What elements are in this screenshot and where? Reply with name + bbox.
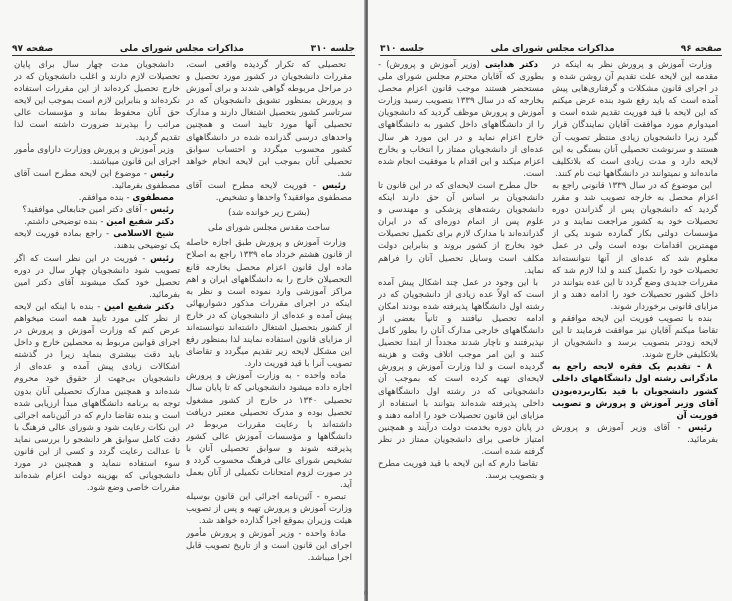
session-number: جلسه ۳۱۰	[310, 44, 355, 54]
page-header	[380, 41, 722, 56]
speaker-name: دکتر هدایتی	[485, 60, 538, 70]
centered-caption	[186, 207, 352, 219]
speaker-name: شیخ الاسلامی	[113, 229, 175, 240]
paragraph	[14, 253, 180, 301]
speaker-name: دکتر شفیع امین	[106, 217, 174, 228]
paragraph-text: ماده واحده - به وزارت آموزش و پرورش اجازه داده میشود دانشجویانی که تا پایان سال تحصیلی ۱۳۴۰ در خارج از کشور مشغول تحصیل بوده و مدرک تحصیلی معتبر دریافت داشته‌اند با رعایت مقررات مربوط در دانشگاهها و مؤسسات آموزش عالی کشور پذیرفته شوند و سوابق تحصیلی آنان با تشخیص شورای عالی فرهنگ محسوب گردد و در صورت لزوم امتحانات تکمیلی از آنان بعمل آید.	[186, 371, 352, 491]
paragraph	[378, 180, 544, 277]
paragraph-text: حال مطرح است لایحه‌ای که در این قانون تا دانشجویان بر اساس آن حق دارند اینکه دانشجویان رشته‌های پزشکی و مهندسی و علوم پس از اتمام دوره‌ای که در ایران گذرانده‌اند با مدارک لازم برای تکمیل تحصیلات خود بخارج از کشور بروند و بنابراین دولت مکلف است وسایل تحصیل آنان را فراهم نماید.	[378, 180, 544, 276]
speaker-name: رئیس	[322, 180, 346, 191]
paragraph-text: دانشجویان مدت چهار سال برای پایان تحصیلات لازم دارند و اغلب دانشجویان که در خارج تحصیل کرده‌اند از این مقررات استفاده نکرده‌اند و بنابراین لازم است بموجب این لایحه حق آنان محفوظ بماند و مؤسسات عالی مراتب را بپذیرند ضرورت داشته است لذا تقدیم گردید.	[14, 60, 180, 143]
paragraph-text: وزارت آموزش و پرورش نظر به اینکه در مقدمه این لایحه علت تقدیم آن روشن شده و در اجرای قانون مشکلات و گرفتاری‌هایی پیش آمده است که باید رفع شود بنده عرض میکنم که این لایحه با قید فوریت تقدیم شده است و امیدوارم مورد موافقت آقایان نمایندگان قرار گیرد زیرا دانشجویان زیادی منتظر تصویب آن هستند و سرنوشت تحصیلی آنان بستگی به این لایحه دارد و مدت زیادی است که بلاتکلیف مانده‌اند و نمیتوانند در دانشگاهها ثبت نام کنند.	[552, 60, 718, 179]
paragraph-text: تقاضا دارم که این لایحه با قید فوریت مطرح و بتصویب برسد.	[378, 459, 544, 482]
paragraph	[14, 59, 180, 144]
right-page	[368, 0, 732, 601]
paragraph	[552, 422, 718, 446]
paragraph-text: (بشرح زیر خوانده شد)	[228, 208, 310, 219]
session-number: جلسه ۳۱۰	[380, 44, 425, 54]
paragraph-text: وزارت آموزش و پرورش طبق اجازه حاصله از قانون هشتم خرداد ماه ۱۳۳۹ راجع به اصلاح ماده اول قانون اعزام محصل بخارجه قانع التحصیلان خارج را به دانشگاههای ایران و اهم مراکز آموزشی وارد نموده است و نظر به اینکه در اجرای مقررات مذکور دشواریهائی پیش آمده و عده‌ای از دانشجویان که در خارج از کشور بتحصیل اشتغال داشته‌اند نتوانسته‌اند از مزایای قانون استفاده نمایند لذا بمنظور رفع این مشکل لایحه زیر تقدیم میگردد و تقاضای تصویب آنرا با قید فوریت دارد.	[186, 238, 352, 370]
paragraph-text: با این وجود در عمل چند اشکال پیش آمده است که اولاً عده زیادی از دانشجویان که در رشته اول دانشگاهها پذیرفته شده بودند امکان ادامه تحصیل نیافتند و ثانیاً بعضی از دانشگاههای خارجی مدارک آنان را بطور کامل نپذیرفتند و ناچار شدند مجدداً از ابتدا تحصیل کنند و این امر موجب اتلاف وقت و هزینه گردیده است و لذا وزارت آموزش و پرورش لایحه‌ای تهیه کرده است که بموجب آن دانشجویانی که در رشته اول دانشگاههای داخلی پذیرفته شده‌اند بتوانند با استفاده از مزایای این قانون تحصیلات خود را ادامه دهند و در پایان دوره بخدمت دولت درآیند و همچنین امتیاز خاصی برای دانشجویان ممتاز در نظر گرفته شده است.	[378, 277, 544, 457]
paragraph-text: تحصیلی که تکرار گردیده واقعی است، مقررات دانشجویان در کشور مورد تحصیل و در مراحل مربوطه گواهی شدند و برای آموزش و پرورش بمنظور تشویق دانشجویان که در سرتاسر کشور بتحصیل اشتغال دارند و مدارک تحصیلی آنها مورد تایید است و همچنین واحدهای درسی گذرانده شده در دانشگاههای کشور محسوب میگردد و احتساب سوابق تحصیلی آنان بموجب این لایحه انجام خواهد شد.	[186, 60, 352, 179]
text-column	[186, 59, 352, 594]
page-footer-mark: ۵	[363, 588, 369, 597]
text-column	[14, 59, 180, 594]
paragraph	[186, 237, 352, 370]
speaker-name: ۸ - تقدیم یک فقره لایحه راجع به مادگرانی رشته اول دانشگاههای داخلی کشور دانشجویان با قید بکاربرده‌بودن آقای وزیر آموزش و پرورش و تصویب فوریت آن	[552, 362, 718, 421]
paragraph-text: - فوریت در این نظر است که اگر تصویب شود دانشجویان چهار سال در دوره تحصیل خود کمک میشوند آقای دکتر امین بفرمائید.	[14, 253, 180, 300]
paragraph	[186, 370, 352, 491]
paragraph	[186, 528, 352, 564]
paragraph-text: ساحت مقدس مجلس شورای ملی	[208, 223, 330, 234]
paragraph-text: (وزیر آموزش و پرورش) - بطوری که آقایان محترم مجلس شورای ملی مستحضر هستند موجب قانون اعزام محصل بخارجه که در سال ۱۳۳۹ بتصویب رسید وزارت آموزش و پرورش موظف گردید که دانشجویان را از دانشگاههای داخل کشور به دانشگاههای خارج اعزام نماید و در این مورد هر سال عده‌ای از دانشجویان ممتاز را انتخاب و بخارج اعزام میکند و این اقدام با موفقیت انجام شده است.	[378, 60, 544, 179]
page-number: صفحه ۹۷	[12, 44, 54, 54]
paragraph-text: وزیر آموزش و پرورش ووزارت داراوی مأمور اجرای این قانون میباشند.	[14, 144, 180, 167]
running-title: مذاکرات مجلس شورای ملی	[119, 44, 244, 54]
paragraph	[186, 491, 352, 527]
page-number: صفحه ۹۶	[680, 44, 722, 54]
centered-caption	[186, 222, 352, 234]
paragraph	[186, 59, 352, 180]
paragraph	[378, 458, 544, 482]
paragraph	[14, 204, 180, 216]
speaker-name: رئیس	[150, 168, 174, 179]
text-column	[378, 59, 544, 594]
paragraph-text: مادهٔ واحده - وزیر آموزش و پرورش مأمور اجرای این قانون است و از تاریخ تصویب قابل اجرا میباشد.	[186, 528, 352, 563]
paragraph	[14, 144, 180, 168]
paragraph-text: - بنده موافقم.	[78, 193, 133, 204]
running-title: مذاکرات مجلس شورای ملی	[490, 44, 615, 54]
paragraph	[552, 313, 718, 361]
speaker-name: رئیس	[688, 422, 712, 433]
speaker-name: رئیس	[150, 205, 174, 216]
left-page	[0, 0, 365, 601]
speaker-name: مصطفوی	[132, 193, 174, 204]
paragraph	[552, 180, 718, 313]
paragraph	[14, 301, 180, 495]
paragraph	[378, 59, 544, 180]
paragraph-text: این موضوع که در سال ۱۳۳۹ قانونی راجع به اعزام محصل به خارجه تصویب شد و مقرر گردید که دانشجویان پس از گذراندن دوره تحصیلات خود به کشور مراجعت نمایند و در مؤسسات دولتی بکار گمارده شوند یکی از مهمترین اقدامات بوده است ولی در عمل معلوم شد که عده‌ای از آنها نتوانسته‌اند تحصیلات خود را تکمیل کنند و لذا لازم شد که مقررات جدیدی وضع گردد تا این عده بتوانند در داخل کشور تحصیلات خود را ادامه دهند و از مزایای قانونی برخوردار شوند.	[552, 180, 718, 312]
speaker-name: دکتر شفیع امین	[104, 301, 174, 312]
paragraph-text: - بنده توضیحی داشتم.	[24, 217, 107, 228]
paragraph-text: بنده با تصویب فوریت این لایحه موافقم و تقاضا میکنم آقایان نیز موافقت فرمایند تا این لایحه زودتر بتصویب برسد و دانشجویان از بلاتکلیفی خارج شوند.	[552, 313, 718, 361]
page-header	[12, 41, 355, 56]
paragraph-text: - آقای وزیر آموزش و پرورش بفرمائید.	[552, 422, 718, 445]
paragraph-text: - آقای دکتر امین جنابعالی موافقید؟	[22, 205, 151, 216]
text-column	[552, 59, 718, 594]
paragraph-text: - موضوع این لایحه مطرح است آقای مصطفوی بفرمائید.	[14, 168, 180, 191]
paragraph	[552, 361, 718, 421]
paragraph	[378, 277, 544, 458]
paragraph	[186, 180, 352, 204]
paragraph	[14, 192, 180, 204]
paragraph	[14, 228, 180, 252]
paragraph	[14, 216, 180, 228]
paragraph	[552, 59, 718, 180]
paragraph	[14, 168, 180, 192]
speaker-name: رئیس	[150, 253, 174, 264]
paragraph-text: - فوریت لایحه مطرح است آقای مصطفوی موافقید؟ واحدها و تشخیص.	[186, 180, 352, 204]
paragraph-text: تبصره - آئین‌نامه اجرائی این قانون بوسیله وزارت آموزش و پرورش تهیه و پس از تصویب هیئت وزیران بموقع اجرا گذارده خواهد شد.	[186, 492, 352, 527]
paragraph-text: - راجع بماده فوریت لایحه یک توضیحی بدهند.	[14, 229, 180, 252]
paragraph-text: - بنده با اینکه این لایحه از نظر کلی مورد تایید همه است میخواهم عرض کنم که وزارت آموزش و پرورش در اجرای قوانین مربوط به محصلین خارج و داخل باید دقت بیشتری بنماید زیرا در گذشته اشکالات زیادی پیش آمده و عده‌ای از دانشجویان بی‌جهت از حقوق خود محروم شده‌اند و همچنین مدارک تحصیلی آنان بدون توجه به برنامه دانشگاههای مبدأ ارزیابی شده است و بنده تقاضا دارم که در آئین‌نامه اجرائی این نکات رعایت شود و شورای عالی فرهنگ با دقت کامل سوابق هر دانشجو را بررسی نماید تا عدالت رعایت گردد و کسی از این قانون سوء استفاده ننماید و همچنین در مورد دانشجویانی که بهزینه دولت اعزام شده‌اند مقررات خاصی وضع شود.	[14, 301, 180, 494]
